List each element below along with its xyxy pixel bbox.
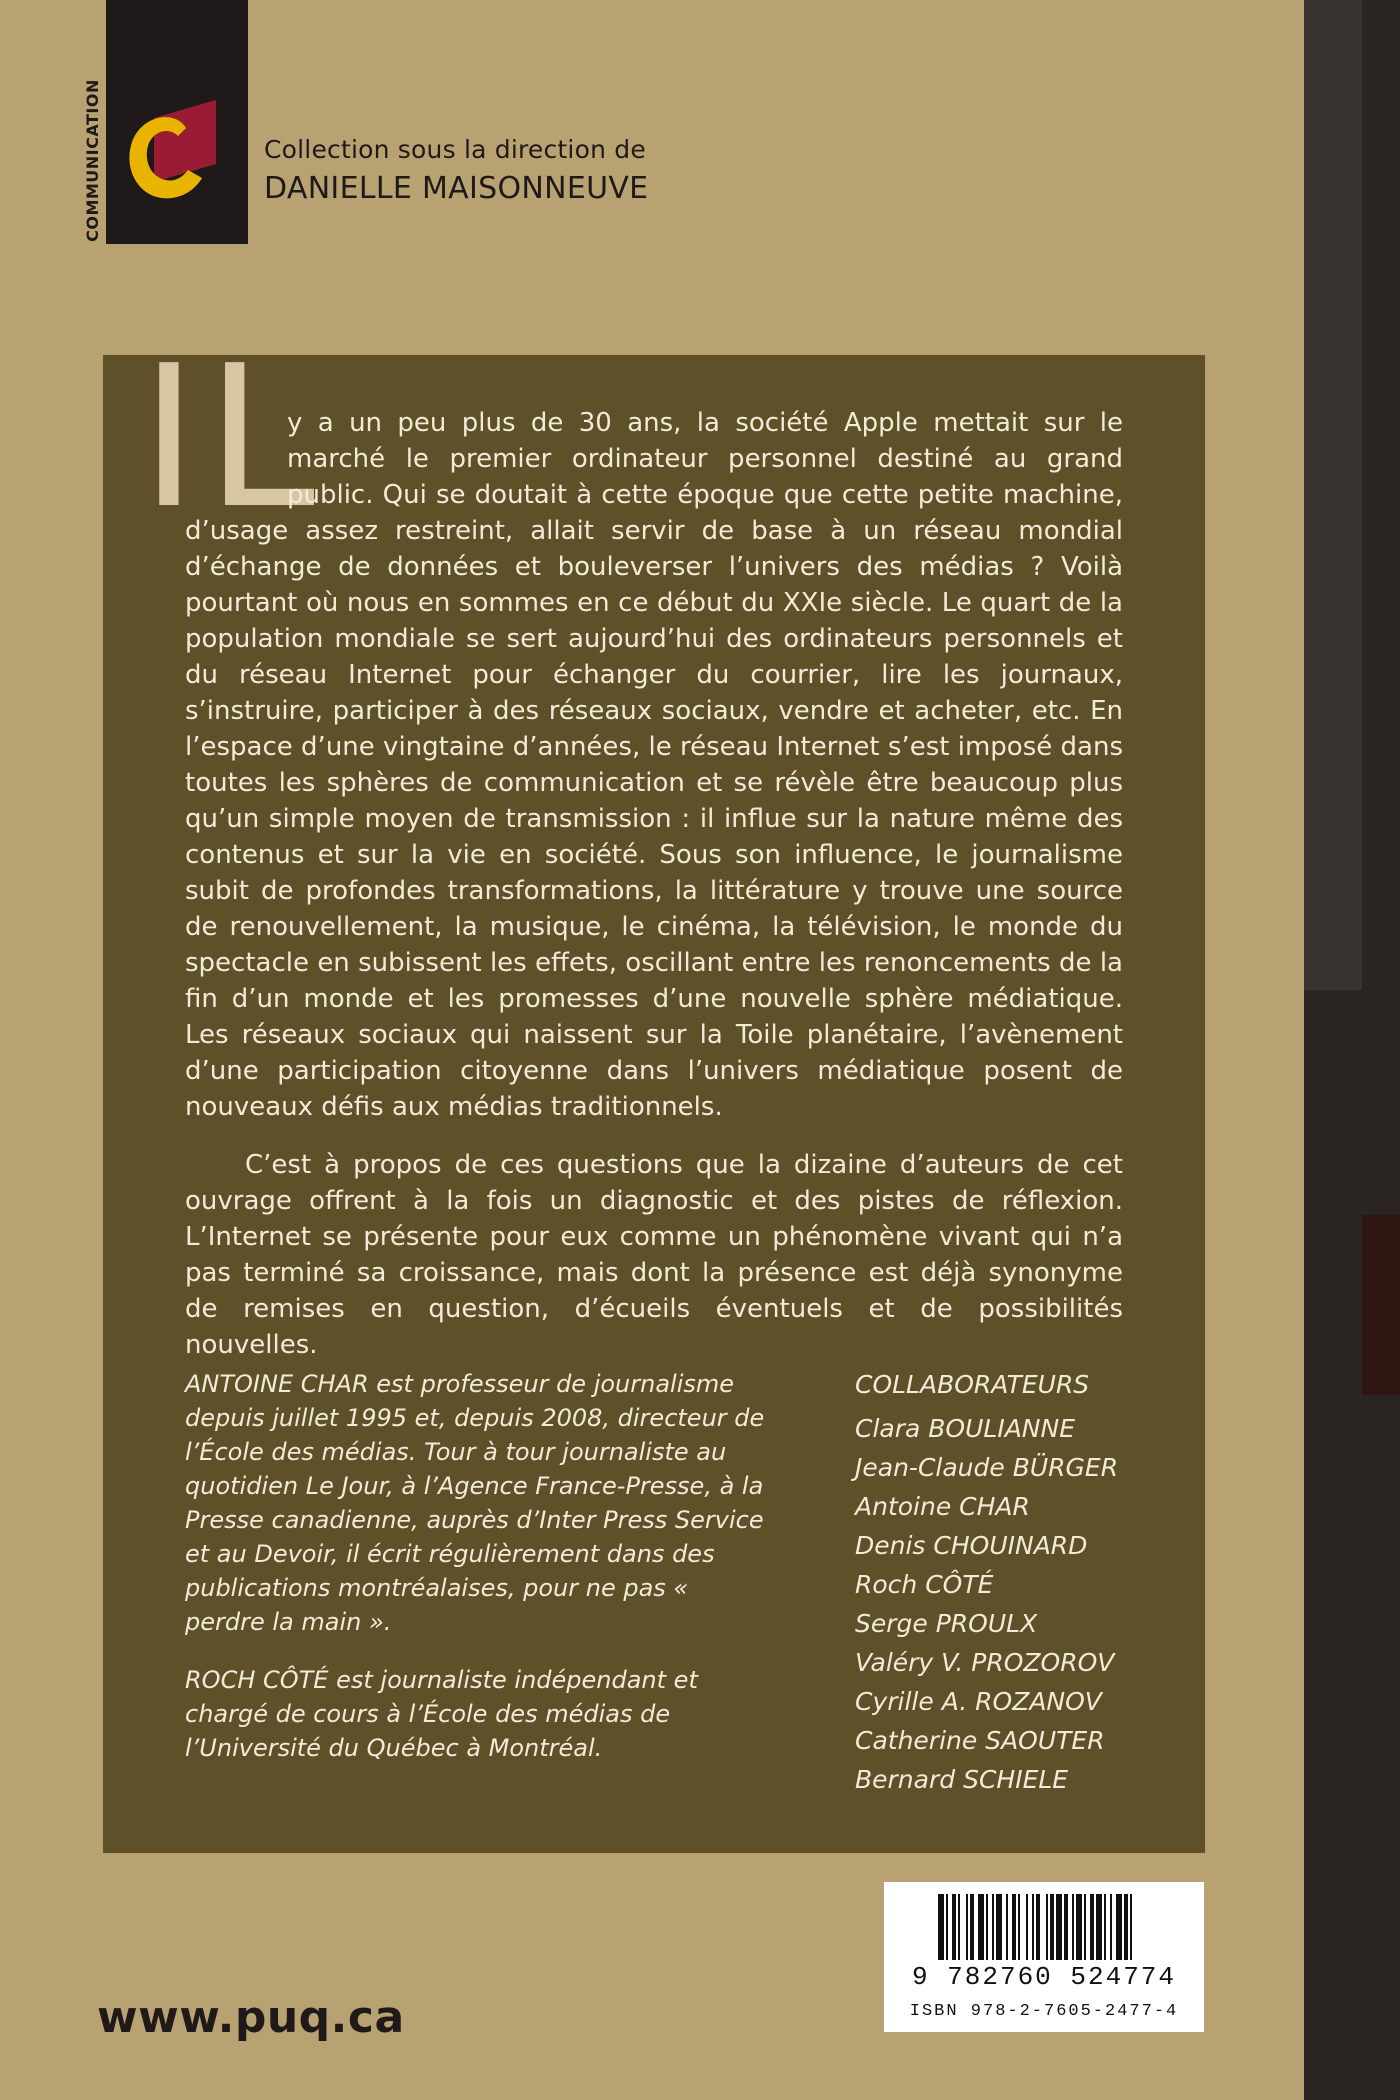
collaborator-name: Serge PROULX [855,1609,1038,1638]
collaborators-title: COLLABORATEURS [855,1370,1090,1399]
collection-direction-label: Collection sous la direction de [264,135,646,164]
collaborator-name: Jean-Claude BÜRGER [855,1453,1119,1482]
summary-paragraph-2: C’est à propos de ces questions que la dizaine d’auteurs de cet ouvrage offrent à la fois un diagnostic et des pistes de réflexion. L’Internet se présente pour eux comme un phénomène vivant qui n’a pas terminé sa croissance, mais dont la présence est déjà synonyme de remises en question, d’écueils éventuels et de possibilités nouvelles. [185,1150,1123,1360]
collaborator-name: Bernard SCHIELE [855,1765,1069,1794]
publisher-website[interactable]: www.puq.ca [97,1992,405,2043]
bio-antoine-char: ANTOINE CHAR est professeur de journalisme depuis juillet 1995 et, depuis 2008, directeur de l’École des médias. Tour à tour journaliste au quotidien Le Jour, à l’Agence France-Presse, à la Presse canadienne, auprès d’Inter Press Service et au Devoir, il écrit régulièrement dans des publications montréalaises, pour ne pas « perdre la main ». [185,1370,765,1636]
isbn-barcode [884,1882,1204,2032]
collaborator-name: Catherine SAOUTER [855,1726,1105,1755]
collaborator-name: Roch CÔTÉ [855,1570,994,1599]
drop-cap: IL [140,324,324,552]
collaborator-name: Valéry V. PROZOROV [855,1648,1115,1677]
summary-paragraph-1: y a un peu plus de 30 ans, la société Apple mettait sur le marché le premier ordinateur personnel destiné au grand public. Qui se doutait à cette époque que cette petite machine, d’usage assez restreint, allait servir de base à un réseau mondial d’échange de données et bouleverser l’univers des médias ? Voilà pourtant où nous en sommes en ce début du XXIe siècle. Le quart de la population mondiale se sert aujourd’hui des ordinateurs personnels et du réseau Internet pour échanger du courrier, lire les journaux, s’instruire, participer à des réseaux sociaux, vendre et acheter, etc. En l’espace d’une vingtaine d’années, le réseau Internet s’est imposé dans toutes les sphères de communication et se révèle être beaucoup plus qu’un simple moyen de transmission : il influe sur la nature même des contenus et sur la vie en société. Sous son influence, le journalisme subit de profondes transformations, la littérature y trouve une source de renouvellement, la musique, le cinéma, la télévision, le monde du spectacle en subissent les effets, oscillant entre les renoncements de la fin d’un monde et les promesses d’une nouvelle sphère médiatique. Les réseaux sociaux qui naissent sur la Toile planétaire, l’avènement d’une participation citoyenne dans l’univers médiatique posent de nouveaux défis aux médias traditionnels. [185,408,1123,1122]
isbn-number: ISBN 978-2-7605-2477-4 [909,2002,1179,2021]
collection-director-name: DANIELLE MAISONNEUVE [264,171,649,206]
collaborator-name: Clara BOULIANNE [855,1414,1075,1443]
collection-label: COMMUNICATION [82,78,102,242]
barcode-digits: 9 782760 524774 [911,1962,1177,1992]
spine-accent [1362,1215,1400,1395]
collaborator-name: Cyrille A. ROZANOV [855,1687,1102,1716]
collaborators-list [855,1367,1185,1799]
author-bios [185,1367,775,1765]
summary-text [185,405,1123,1363]
collection-logo-icon [124,100,216,205]
bio-roch-cote: ROCH CÔTÉ est journaliste indépendant et chargé de cours à l’École des médias de l’Université du Québec à Montréal. [185,1666,698,1762]
collaborator-name: Antoine CHAR [855,1492,1030,1521]
collaborator-name: Denis CHOUINARD [855,1531,1088,1560]
spine-shadow [1304,0,1362,990]
